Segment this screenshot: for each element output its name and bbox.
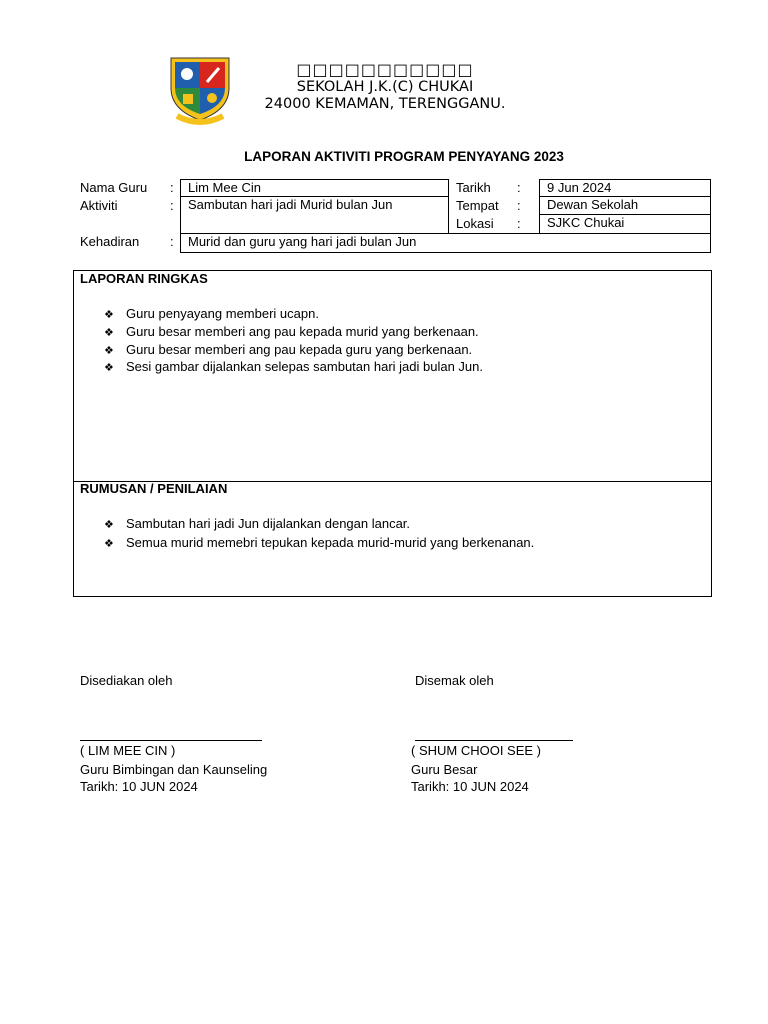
summary-item: ❖ Semua murid memebri tepukan kepada murid-murid yang berkenanan.: [104, 535, 535, 550]
date-colon: :: [517, 180, 521, 195]
checked-by-role: Guru Besar: [411, 762, 478, 777]
location-colon: :: [517, 216, 521, 231]
report-section-box: [73, 270, 712, 482]
attendance-label: Kehadiran: [80, 234, 140, 249]
prepared-by-date: Tarikh: 10 JUN 2024: [80, 779, 198, 794]
diamond-bullet-icon: ❖: [104, 362, 114, 374]
school-address: 24000 KEMAMAN, TERENGGANU.: [264, 96, 506, 112]
attendance-colon: :: [170, 234, 174, 249]
venue-colon: :: [517, 198, 521, 213]
report-item: ❖ Guru penyayang memberi ucapn.: [104, 306, 319, 321]
teacher-label: Nama Guru: [80, 180, 148, 195]
prepared-by-role: Guru Bimbingan dan Kaunseling: [80, 762, 268, 777]
diamond-bullet-icon: ❖: [104, 327, 114, 339]
school-chinese-name: □□□□□□□□□□□: [296, 60, 474, 79]
location-value-field: SJKC Chukai: [539, 214, 711, 234]
venue-value-field: Dewan Sekolah: [539, 196, 711, 215]
activity-colon: :: [170, 198, 174, 213]
activity-value-field: Sambutan hari jadi Murid bulan Jun: [180, 196, 449, 234]
diamond-bullet-icon: ❖: [104, 345, 114, 357]
diamond-bullet-icon: ❖: [104, 538, 114, 550]
report-item: ❖ Sesi gambar dijalankan selepas sambutan hari jadi bulan Jun.: [104, 359, 483, 374]
teacher-colon: :: [170, 180, 174, 195]
prepared-by-label: Disediakan oleh: [80, 673, 173, 688]
date-value-field: 9 Jun 2024: [539, 179, 711, 197]
document-title: LAPORAN AKTIVITI PROGRAM PENYAYANG 2023: [244, 149, 564, 164]
prepared-signature-line: [80, 740, 262, 741]
date-label: Tarikh: [456, 180, 491, 195]
location-label: Lokasi: [456, 216, 494, 231]
checked-by-date: Tarikh: 10 JUN 2024: [411, 779, 529, 794]
diamond-bullet-icon: ❖: [104, 309, 114, 321]
checked-signature-line: [415, 740, 573, 741]
report-heading: LAPORAN RINGKAS: [80, 271, 208, 286]
checked-by-label: Disemak oleh: [415, 673, 494, 688]
summary-heading: RUMUSAN / PENILAIAN: [80, 481, 228, 496]
report-item: ❖ Guru besar memberi ang pau kepada murid yang berkenaan.: [104, 324, 479, 339]
summary-item: ❖ Sambutan hari jadi Jun dijalankan dengan lancar.: [104, 516, 411, 531]
attendance-value-field: Murid dan guru yang hari jadi bulan Jun: [180, 233, 711, 253]
prepared-by-name: ( LIM MEE CIN ): [80, 743, 176, 758]
diamond-bullet-icon: ❖: [104, 519, 114, 531]
activity-label: Aktiviti: [80, 198, 118, 213]
school-name: SEKOLAH J.K.(C) CHUKAI: [296, 79, 474, 95]
checked-by-name: ( SHUM CHOOI SEE ): [411, 743, 542, 758]
venue-label: Tempat: [456, 198, 499, 213]
teacher-value-field: Lim Mee Cin: [180, 179, 449, 197]
report-item: ❖ Guru besar memberi ang pau kepada guru yang berkenaan.: [104, 342, 473, 357]
